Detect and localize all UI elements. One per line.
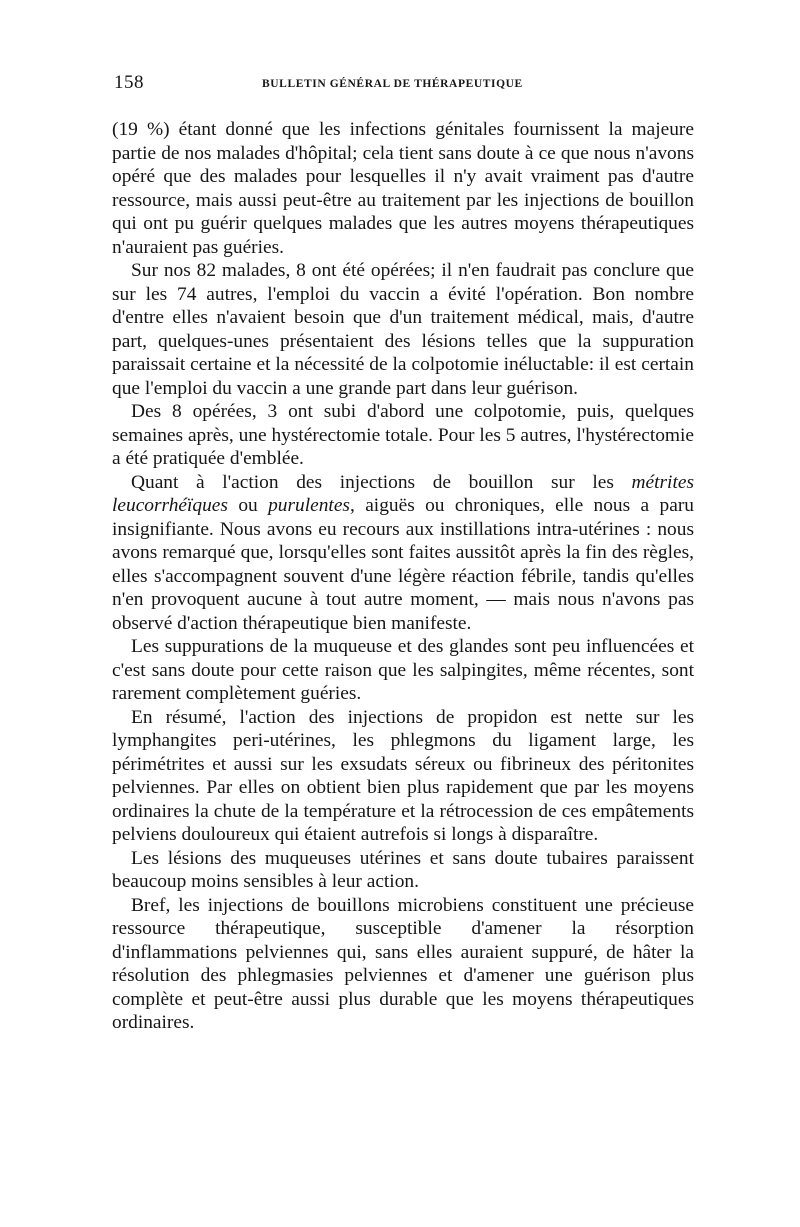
metritis-text-middle: ou [227,495,269,516]
journal-title: BULLETIN GÉNÉRAL DE THÉRAPEUTIQUE [262,78,523,90]
paragraph-suppurations: Les suppurations de la muqueuse et des glandes sont peu influencées et c'est sans doute pour cette raison que les salpingites, même récentes, sont rarement complètement guéries. [112,636,694,704]
paragraph-mucosal-lesions: Les lésions des muqueuses utérines et sans doute tubaires paraissent beaucoup moins sensibles à leur action. [112,847,694,892]
metritis-italic-term-1: métrites leucorrhéïques [112,471,694,516]
paragraph-metritis [112,471,694,636]
running-head [114,72,692,98]
paragraph-operated-patients: Sur nos 82 malades, 8 ont été opérées; il n'en faudrait pas conclure que sur les 74 autres, l'emploi du vaccin a évité l'opération. Bon nombre d'entre elles n'avaient besoin que d'un traitement médical, mais, d'autre part, quelques-unes présentaient des lésions telles que la suppuration paraissait certaine et la nécessité de la colpotomie inéluctable: il est certain que l'emploi du vaccin a une grande part dans leur guérison. [112,260,694,399]
metritis-text-end: , aiguës ou chroniques, elle nous a paru insignifiante. Nous avons eu recours aux instillations intra-utérines : nous avons remarqué que, lorsqu'elles sont faites aussitôt après la fin des règles, elles s'accompagnent souvent d'une légère réaction fébrile, tandis qu'elles n'en provoquent aucune à tout autre moment, — mais nous n'avons pas observé d'action thérapeutique bien manifeste. [112,495,694,634]
paragraph-summary: En résumé, l'action des injections de propidon est nette sur les lymphangites peri-utérines, les phlegmons du ligament large, les périmétrites et aussi sur les exsudats séreux ou fibrineux des péritonites pelviennes. Par elles on obtient bien plus rapidement que par les moyens ordinaires la chute de la température et la rétrocession de ces empâtements pelviens douloureux qui étaient autrefois si longs à disparaître. [112,706,694,845]
page-number: 158 [114,72,144,93]
metritis-italic-term-2: purulentes [268,495,350,516]
paragraph-surgery-types: Des 8 opérées, 3 ont subi d'abord une colpotomie, puis, quelques semaines après, une hystérectomie totale. Pour les 5 autres, l'hystérectomie a été pratiquée d'emblée. [112,401,694,469]
paragraph-conclusion: Bref, les injections de bouillons microbiens constituent une précieuse ressource thérapeutique, susceptible d'amener la résorption d'inflammations pelviennes qui, sans elles auraient suppuré, de hâter la résolution des phlegmasies pelviennes et d'amener une guérison plus complète et peut-être aussi plus durable que les moyens thérapeutiques ordinaires. [112,894,694,1033]
paragraph-hospital-statistics: (19 %) étant donné que les infections génitales fournissent la majeure partie de nos malades d'hôpital; cela tient sans doute à ce que nous n'avons opéré que des malades pour lesquelles il n'y avait vraiment pas d'autre ressource, mais aussi peut-être au traitement par les injections de bouillon qui ont pu guérir quelques malades que les autres moyens thérapeutiques n'auraient pas guéries. [112,119,694,258]
metritis-text-start: Quant à l'action des injections de bouillon sur les [131,471,632,493]
body-text [112,118,694,1035]
